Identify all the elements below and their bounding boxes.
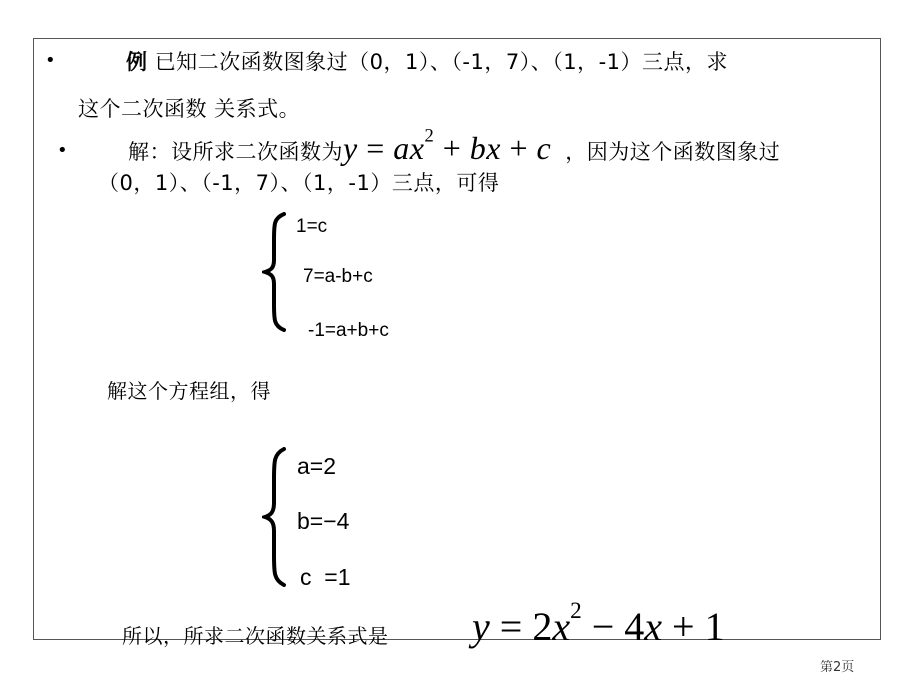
bullet-example: • bbox=[45, 50, 56, 71]
system2-equation-b: b=−4 bbox=[297, 508, 350, 534]
content-frame bbox=[33, 38, 881, 640]
system2-equation-a: a=2 bbox=[297, 453, 337, 479]
page-number: 第2页 bbox=[820, 660, 855, 675]
solution-line-2: （0，1）、（-1，7）、（1，-1）三点，可得 bbox=[98, 171, 500, 195]
system2-equation-c: c =1 bbox=[300, 564, 351, 590]
example-label: 例 bbox=[126, 50, 148, 74]
solution-text-before: 解：设所求二次函数为 bbox=[128, 140, 343, 164]
solve-text: 解这个方程组，得 bbox=[107, 379, 271, 403]
result-formula: $y = 2x^2 - 4x + 1$ bbox=[472, 597, 725, 649]
example-text-1: 已知二次函数图象过（0，1）、（-1，7）、（1，-1）三点，求 bbox=[154, 50, 729, 74]
quadratic-general-formula: $y = ax^2$ + bx + c bbox=[343, 125, 552, 166]
system1-equation-3: -1=a+b+c bbox=[308, 320, 389, 341]
solution-text-after: ，因为这个函数图象过 bbox=[565, 140, 781, 164]
conclusion-text: 所以，所求二次函数关系式是 bbox=[122, 624, 389, 648]
system1-equation-2: 7=a-b+c bbox=[303, 266, 373, 287]
solution-line-1 bbox=[128, 125, 781, 167]
example-line-1 bbox=[126, 46, 728, 76]
system1-equation-1: 1=c bbox=[296, 216, 328, 237]
bullet-solution: • bbox=[57, 140, 68, 161]
example-line-2: 这个二次函数 关系式。 bbox=[78, 97, 301, 121]
